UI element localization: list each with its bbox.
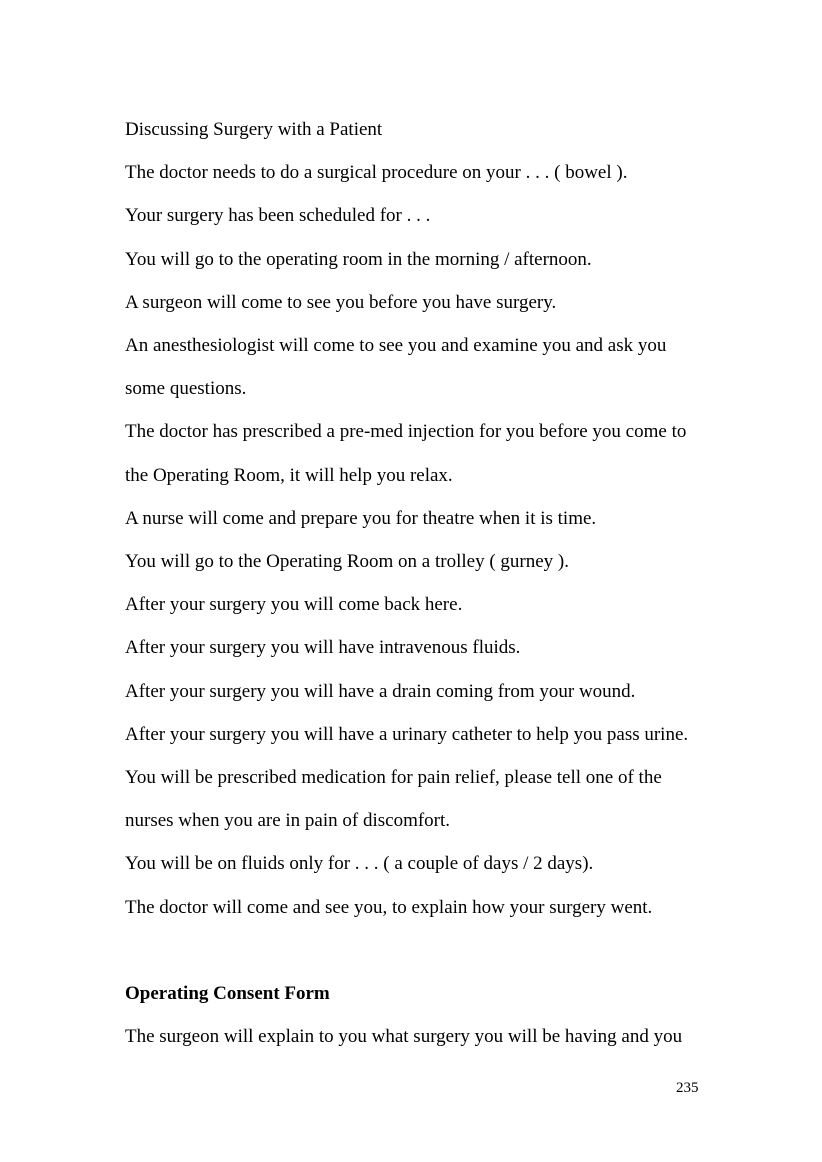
text-line: After your surgery you will have a urinary catheter to help you pass urine.: [125, 723, 689, 745]
text-line: The doctor has prescribed a pre-med injection for you before you come to: [125, 421, 687, 443]
text-line: A nurse will come and prepare you for theatre when it is time.: [125, 507, 597, 529]
page-number: 235: [676, 1080, 699, 1096]
text-line: After your surgery you will have intravenous fluids.: [125, 637, 521, 659]
text-line: You will be prescribed medication for pain relief, please tell one of the: [125, 767, 662, 789]
page-content: [125, 108, 725, 1058]
text-line: You will go to the operating room in the morning / afternoon.: [125, 248, 592, 270]
text-line: The doctor needs to do a surgical procedure on your . . . ( bowel ).: [125, 162, 628, 184]
document-title: Discussing Surgery with a Patient: [125, 119, 383, 140]
paragraph-gap: [125, 929, 725, 972]
text-line: An anesthesiologist will come to see you and examine you and ask you: [125, 335, 667, 357]
text-line: You will be on fluids only for . . . ( a couple of days / 2 days).: [125, 853, 594, 875]
section-heading: Operating Consent Form: [125, 983, 330, 1005]
text-line: some questions.: [125, 378, 247, 400]
text-line: The surgeon will explain to you what surgery you will be having and you: [125, 1026, 683, 1048]
text-line: You will go to the Operating Room on a trolley ( gurney ).: [125, 551, 569, 573]
text-line: After your surgery you will have a drain coming from your wound.: [125, 680, 636, 702]
text-line: After your surgery you will come back here.: [125, 594, 463, 616]
text-line: The doctor will come and see you, to explain how your surgery went.: [125, 896, 653, 918]
text-line: A surgeon will come to see you before you have surgery.: [125, 291, 557, 313]
text-line: Your surgery has been scheduled for . . .: [125, 205, 431, 227]
text-line: the Operating Room, it will help you relax.: [125, 464, 453, 486]
text-line: nurses when you are in pain of discomfort.: [125, 810, 451, 832]
